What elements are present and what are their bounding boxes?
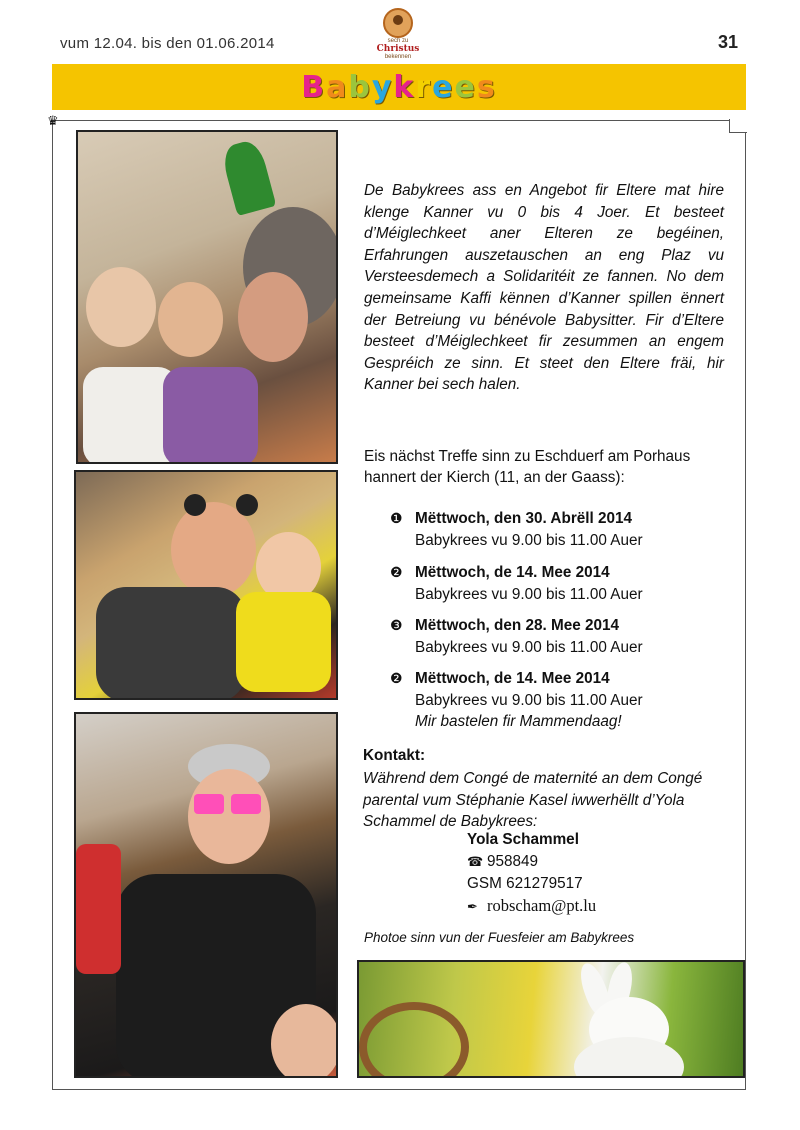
photo-face-painting (76, 130, 338, 464)
meeting-date: Mëttwoch, den 30. Abrëll 2014 (415, 510, 633, 527)
contact-gsm: GSM 621279517 (467, 875, 583, 892)
meeting-note: Mir bastelen fir Mammendaag! (415, 713, 622, 730)
page-title (301, 70, 497, 105)
meeting-time: Babykrees vu 9.00 bis 11.00 Auer (415, 691, 643, 709)
photo-mother-and-baby (74, 470, 338, 700)
contact-description: Während dem Congé de maternité an dem Congé parental vum Stéphanie Kasel iwwerhëllt d’Yola Schammel de Babykrees: (363, 770, 703, 830)
contact-phone (467, 853, 538, 871)
number-icon: ❸ (390, 617, 403, 633)
title-letter: r (415, 69, 433, 105)
meeting-date: Mëttwoch, de 14. Mee 2014 (415, 670, 610, 687)
parish-logo (362, 8, 434, 64)
title-letter: s (476, 69, 497, 105)
meeting-item (390, 562, 720, 605)
title-banner (52, 64, 746, 110)
title-letter: e (454, 69, 477, 105)
meeting-date: Mëttwoch, den 28. Mee 2014 (415, 617, 620, 634)
email-link[interactable]: robscham@pt.lu (487, 896, 597, 915)
logo-small-text: sech zu (387, 38, 409, 44)
title-letter: b (348, 69, 372, 105)
photo-easter-bunny (357, 960, 745, 1078)
page-number: 31 (717, 32, 738, 52)
contact-heading: Kontakt: (363, 747, 426, 764)
next-meeting-text: Eis nächst Treffe sinn zu Eschduerf am Porhaus hannert der Kierch (11, an der Gaass): (364, 448, 691, 486)
logo-small-text-2: bekennen (384, 54, 412, 60)
contact-name: Yola Schammel (467, 831, 579, 848)
number-icon: ❷ (390, 670, 403, 686)
meeting-item (390, 668, 720, 733)
photo-woman-with-glasses (74, 712, 338, 1078)
contact-email (467, 896, 596, 916)
phone-number: 958849 (487, 853, 539, 870)
meeting-item (390, 615, 720, 658)
title-letter: y (371, 69, 394, 105)
meeting-date: Mëttwoch, de 14. Mee 2014 (415, 564, 610, 581)
phone-icon: ☎ (467, 855, 484, 870)
header-date: vum 12.04. bis den 01.06.2014 (60, 35, 275, 52)
page-curl-corner (729, 119, 747, 133)
number-icon: ❶ (390, 510, 403, 526)
intro-paragraph: De Babykrees ass en Angebot fir Eltere mat hire klenge Kanner vu 0 bis 4 Joer. Et besteet d’Méiglechkeet aner Elteren ze begéinen, Erfahrungen auszetauschen an eng Plaz vu Versteesdemech a Solidaritéit ze fannen. No dem gemeinsame Kaffi kënnen d’Kanner spillen ënnert der Betreiung vu bénévole Babysitter. Fir d’Eltere besteet d’Méiglechkeet fir zesummen an engem Gespréich ze sinn. Et steet den Eltere fräi, hir Kanner bei sech halen. (364, 182, 724, 394)
title-letter: k (393, 69, 416, 105)
logo-main-text: Christus (376, 44, 420, 54)
title-letter: a (326, 69, 349, 105)
meeting-time: Babykrees vu 9.00 bis 11.00 Auer (415, 638, 643, 656)
title-letter: B (301, 69, 327, 105)
title-letter: e (432, 69, 455, 105)
number-icon: ❷ (390, 564, 403, 580)
meeting-time: Babykrees vu 9.00 bis 11.00 Auer (415, 585, 643, 603)
meeting-item (390, 508, 720, 551)
photo-caption: Photoe sinn vun der Fuesfeier am Babykrees (364, 930, 635, 945)
pin-icon: ♛ (47, 113, 59, 128)
logo-emblem-icon (383, 8, 413, 38)
meeting-time: Babykrees vu 9.00 bis 11.00 Auer (415, 531, 643, 549)
mouse-icon: ✒ (467, 900, 478, 915)
